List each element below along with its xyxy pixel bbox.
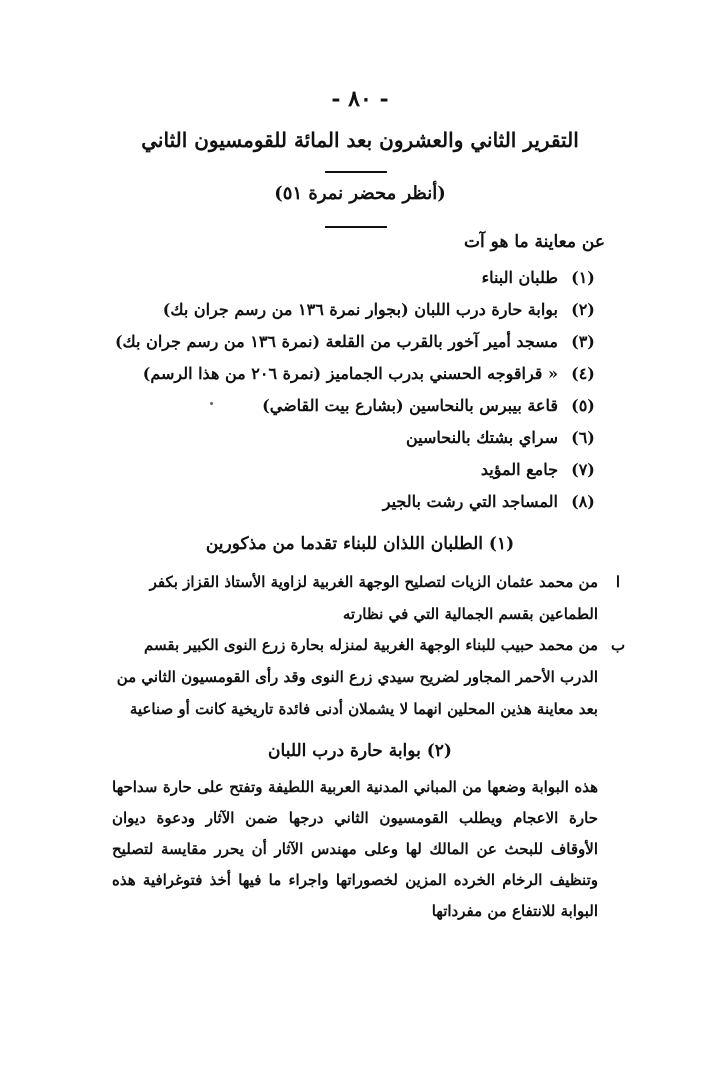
entry-marker: ب xyxy=(610,636,626,654)
list-item xyxy=(118,358,598,390)
item-number: (٦) xyxy=(571,428,595,447)
report-title: التقرير الثاني والعشرون بعد المائة للقومسيون الثاني xyxy=(141,128,579,152)
list-item xyxy=(118,454,598,486)
speck-mark xyxy=(210,402,213,405)
section-1-entry-b xyxy=(112,629,626,725)
item-number: (٤) xyxy=(571,364,595,383)
list-item xyxy=(114,326,598,358)
page-number: - ٨٠ - xyxy=(331,86,389,112)
section-2-heading: (٢) بوابة حارة درب اللبان xyxy=(268,741,452,761)
list-item xyxy=(118,262,598,294)
item-text: جامع المؤيد xyxy=(480,460,558,479)
item-text: « قراقوجه الحسني بدرب الجماميز (نمرة ٢٠٦ من هذا الرسم) xyxy=(142,364,558,383)
item-number: (٥) xyxy=(571,396,595,415)
entry-marker: ا xyxy=(615,573,621,591)
divider-top xyxy=(325,171,387,173)
item-text: مسجد أمير آخور بالقرب من القلعة (نمرة ١٣٦ من رسم جران بك) xyxy=(114,332,558,351)
list-item xyxy=(118,486,598,518)
section-1-heading: (١) الطلبان اللذان للبناء تقدما من مذكورين xyxy=(205,534,515,554)
item-number: (٨) xyxy=(571,492,595,511)
item-text: المساجد التي رشت بالجير xyxy=(382,492,558,511)
intro-heading: عن معاينة ما هو آت xyxy=(464,232,605,252)
list-item xyxy=(118,422,598,454)
entry-text: من محمد حبيب للبناء الوجهة الغربية لمنزله بحارة زرع النوى الكبير بقسم الدرب الأحمر المجاور لضريح سيدي زرع النوى وقد رأى القومسيون الثاني من بعد معاينة هذين المحلين انهما لا يشملان أدنى فائدة تاريخية كانت أو صناعية xyxy=(116,636,598,718)
item-number: (٢) xyxy=(571,300,595,319)
reference-note: (أنظر محضر نمرة ٥١) xyxy=(274,183,446,204)
item-number: (٣) xyxy=(571,332,595,351)
list-item xyxy=(118,390,598,422)
entry-text: من محمد عثمان الزيات لتصليح الوجهة الغربية لزاوية الأستاذ القزاز بكفر الطماعين بقسم الجمالية التي في نظارته xyxy=(149,573,598,623)
item-text: بوابة حارة درب اللبان (بجوار نمرة ١٣٦ من رسم جران بك) xyxy=(162,300,558,319)
items-list xyxy=(114,262,598,518)
item-text: طلبان البناء xyxy=(481,268,558,287)
section-2-paragraph: هذه البوابة وضعها من المباني المدنية العربية اللطيفة وتفتح على حارة سداحها حارة الاعجام ويطلب القومسيون الثاني درجها ضمن الآثار ودعوة ديوان الأوقاف للبحث عن المالك لها وعلى مهندس الآثار أن يحرر مقايسة لتصليح وتنظيف الرخام الخرده المزين لخصوراتها واجراء ما فيها أخذ فتوغرافية هذه البوابة للانتفاع من مفرداتها xyxy=(112,778,598,920)
item-number: (٧) xyxy=(571,460,595,479)
section-1-entry-a xyxy=(112,566,621,630)
list-item xyxy=(118,294,598,326)
divider-bottom xyxy=(325,226,387,228)
item-number: (١) xyxy=(571,268,595,287)
item-text: سراي بشتك بالنحاسين xyxy=(405,428,558,447)
item-text: قاعة بيبرس بالنحاسين (بشارع بيت القاضي) xyxy=(262,396,558,415)
